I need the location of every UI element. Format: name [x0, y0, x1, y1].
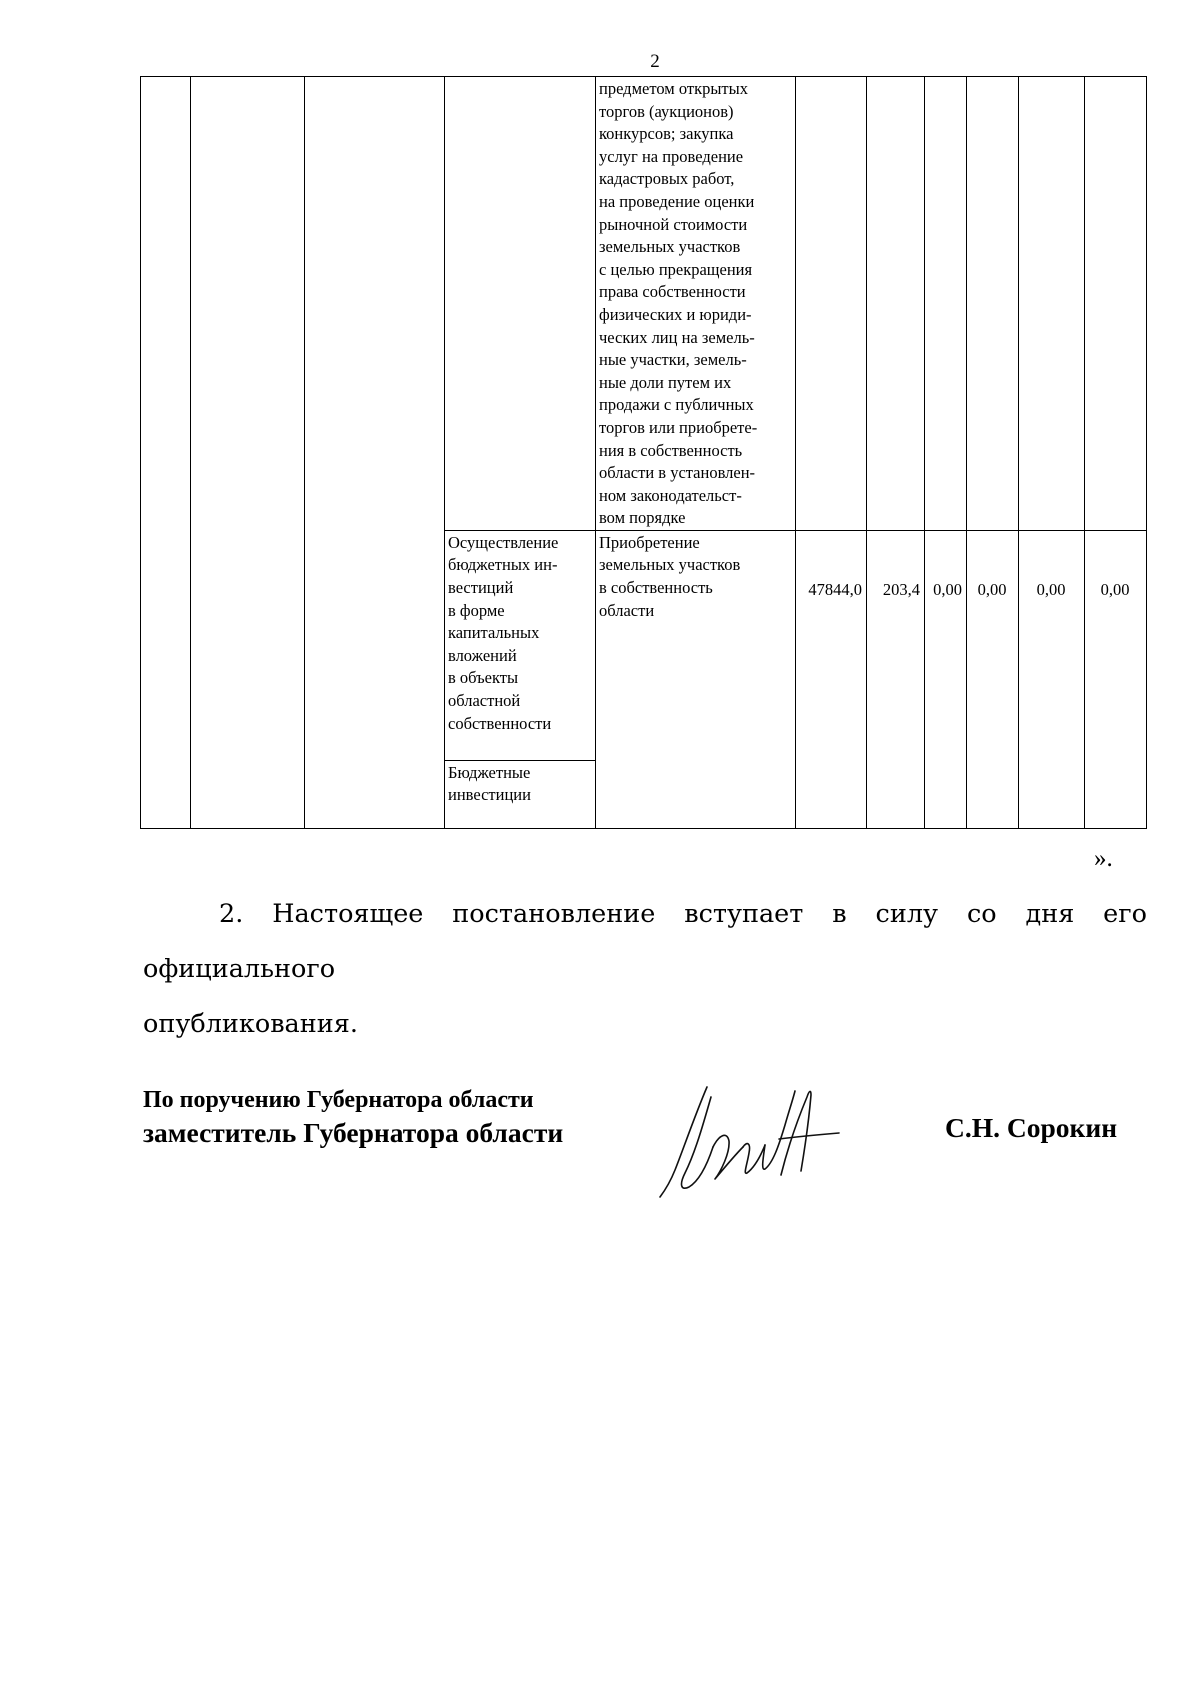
text-line: конкурсов; закупка: [599, 124, 734, 144]
table-cell-col2: [191, 77, 305, 829]
text-line: вестиций: [448, 578, 514, 598]
text-line: Бюджетные: [448, 762, 531, 782]
expense-type-cell: [445, 530, 596, 760]
text-line: продажи с публичных: [599, 395, 754, 415]
text-line: предметом открытых: [599, 79, 748, 98]
text-line: физических и юриди-: [599, 304, 752, 324]
table-cell-value: [1085, 77, 1147, 531]
paragraph-line: опубликования.: [143, 1009, 358, 1039]
signer-name: С.Н. Сорокин: [945, 1112, 1118, 1143]
table-cell-value: [925, 77, 967, 531]
signatory-line: По поручению Губернатора области: [143, 1087, 534, 1113]
table-row: [141, 77, 1147, 531]
expense-type-cell: [445, 760, 596, 828]
text-line: области в установлен-: [599, 463, 756, 483]
text-line: областной: [448, 691, 521, 711]
text-line: на проведение оценки: [599, 191, 755, 211]
text-line: ния в собственность: [599, 440, 743, 460]
table-cell-value: [1019, 77, 1085, 531]
table-cell-col1: [141, 77, 191, 829]
text-line: собственности: [448, 713, 552, 733]
table-cell-value: [796, 77, 867, 531]
text-line: области: [599, 600, 655, 620]
paragraph-line: 2. Настоящее постановление вступает в силу со дня его официального: [143, 899, 1147, 984]
purpose-description-cell: [596, 530, 796, 828]
text-line: земельных участков: [599, 237, 741, 257]
value-year5: 0,00: [1085, 530, 1147, 828]
text-line: бюджетных ин-: [448, 555, 558, 575]
text-line: рыночной стоимости: [599, 214, 748, 234]
table-cell-value: [967, 77, 1019, 531]
purpose-description-cell: [596, 77, 796, 531]
text-line: услуг на проведение: [599, 146, 744, 166]
text-line: с целью прекращения: [599, 259, 753, 279]
text-line: инвестиции: [448, 785, 531, 805]
text-line: ческих лиц на земель-: [599, 327, 755, 347]
table-cell-value: [867, 77, 925, 531]
handwritten-signature: [655, 1075, 840, 1200]
text-line: ные доли путем их: [599, 372, 732, 392]
signatory-position: заместитель Губернатора области: [143, 1117, 564, 1148]
table-cell-col4: [445, 77, 596, 531]
value-year1: 203,4: [867, 530, 925, 828]
text-line: Приобретение: [599, 532, 700, 552]
text-line: земельных участков: [599, 555, 741, 575]
signatory-title: [143, 1085, 563, 1151]
value-year3: 0,00: [967, 530, 1019, 828]
text-line: в собственность: [599, 578, 713, 598]
closing-quote: ».: [1094, 845, 1113, 872]
text-line: торгов (аукционов): [599, 101, 734, 121]
page-number: 2: [650, 51, 660, 72]
text-line: ном законодательст-: [599, 485, 742, 505]
text-line: права собственности: [599, 282, 746, 302]
text-line: капитальных: [448, 623, 540, 643]
body-paragraph: [143, 887, 1147, 1052]
value-total: 47844,0: [796, 530, 867, 828]
text-line: кадастровых работ,: [599, 169, 735, 189]
text-line: Осуществление: [448, 532, 559, 552]
text-line: в форме: [448, 600, 505, 620]
text-line: вложений: [448, 645, 517, 665]
table-cell-col3: [305, 77, 445, 829]
text-line: вом порядке: [599, 508, 686, 528]
value-year2: 0,00: [925, 530, 967, 828]
value-year4: 0,00: [1019, 530, 1085, 828]
text-line: торгов или приобрете-: [599, 417, 758, 437]
text-line: в объекты: [448, 668, 519, 688]
budget-table: [140, 76, 1147, 829]
text-line: ные участки, земель-: [599, 350, 747, 370]
